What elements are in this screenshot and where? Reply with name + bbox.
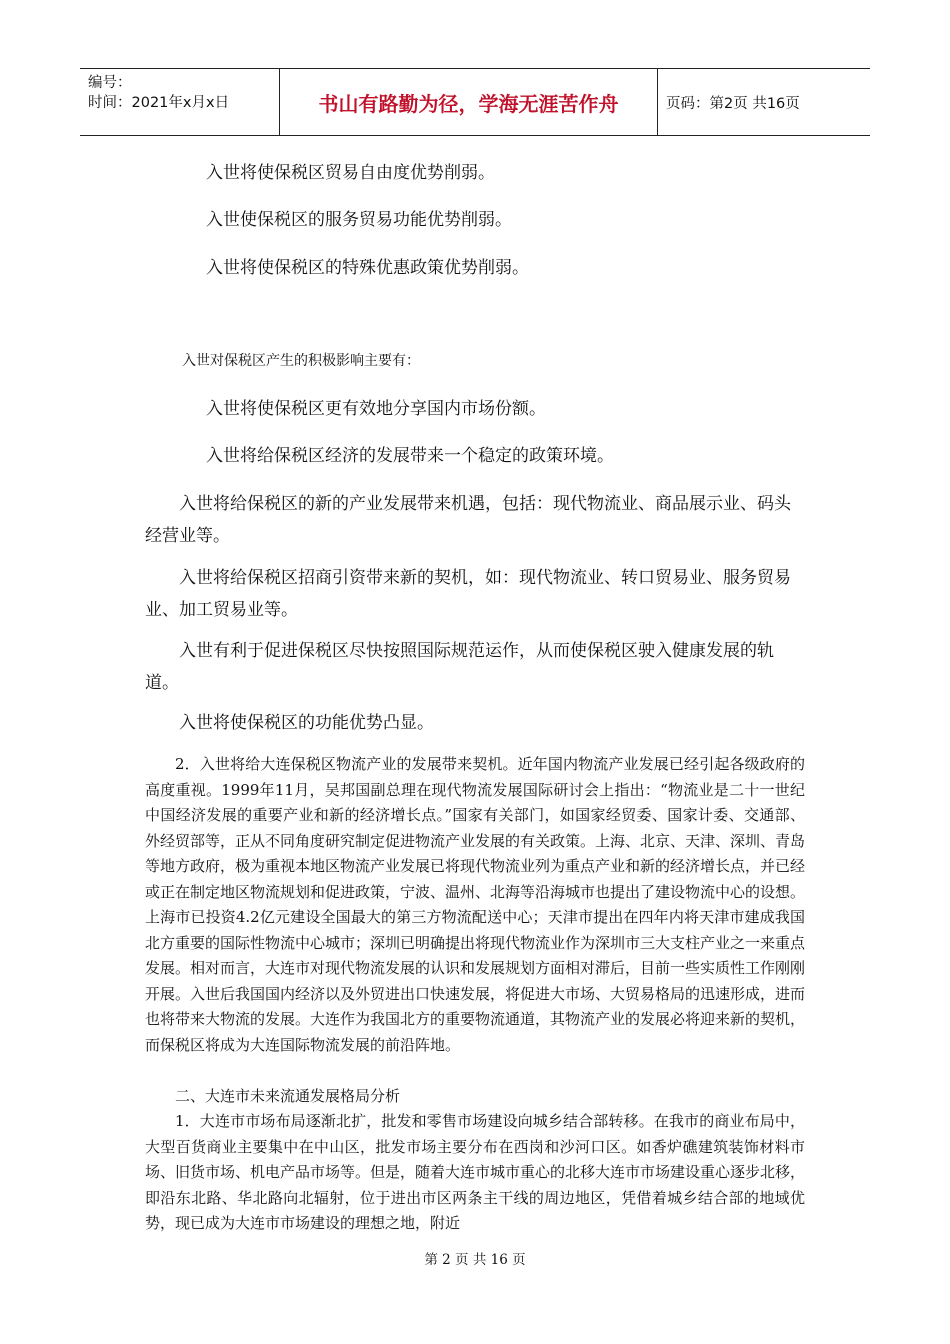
negative-item: 入世使保税区的服务贸易功能优势削弱。: [206, 210, 512, 230]
positive-item: 入世将使保税区更有效地分享国内市场份额。: [206, 399, 546, 419]
negative-item: 入世将使保税区的特殊优惠政策优势削弱。: [206, 258, 529, 278]
paragraph-market-layout: 1．大连市市场布局逐渐北扩，批发和零售市场建设向城乡结合部转移。在我市的商业布局中，大型百货商业主要集中在中山区，批发市场主要分布在西岗和沙河口区。如香炉礁建筑装饰材料市场、旧货市场、机电产品市场等。但是，随着大连市城市重心的北移大连市市场建设重心逐步北移，即沿东北路、华北路向北辐射，位于进出市区两条主干线的周边地区，凭借着城乡结合部的地域优势，现已成为大连市市场建设的理想之地，附近: [145, 1112, 806, 1232]
positive-item: 入世将给保税区经济的发展带来一个稳定的政策环境。: [206, 446, 614, 466]
page-footer: 第 2 页 共 16 页: [424, 1252, 526, 1268]
page-header: [80, 68, 870, 136]
header-page-label: 页码：第2页 共16页: [666, 95, 800, 112]
document-number-label: 编号：: [88, 75, 132, 91]
positive-item: 入世有利于促进保税区尽快按照国际规范运作，从而使保税区驶入健康发展的轨道。: [145, 641, 774, 693]
positives-heading: 入世对保税区产生的积极影响主要有：: [182, 353, 420, 369]
paragraph-logistics: 2．入世将给大连保税区物流产业的发展带来契机。近年国内物流产业发展已经引起各级政府的高度重视。1999年11月，吴邦国副总理在现代物流发展国际研讨会上指出：“物流业是二十一世纪中国经济发展的重要产业和新的经济增长点。”国家有关部门，如国家经贸委、国家计委、交通部、外经贸部等，正从不同角度研究制定促进物流产业发展的有关政策。上海、北京、天津、深圳、青岛等地方政府，极为重视本地区物流产业发展已将现代物流业列为重点产业和新的经济增长点，并已经或正在制定地区物流规划和促进政策，宁波、温州、北海等沿海城市也提出了建设物流中心的设想。上海市已投资4.2亿元建设全国最大的第三方物流配送中心；天津市提出在四年内将天津市建成我国北方重要的国际性物流中心城市；深圳已明确提出将现代物流业作为深圳市三大支柱产业之一来重点发展。相对而言，大连市对现代物流发展的认识和发展规划方面相对滞后，目前一些实质性工作刚刚开展。入世后我国国内经济以及外贸进出口快速发展，将促进大市场、大贸易格局的迅速形成，进而也将带来大物流的发展。大连作为我国北方的重要物流通道，其物流产业的发展必将迎来新的契机，而保税区将成为大连国际物流发展的前沿阵地。: [145, 755, 806, 1054]
positive-item: 入世将使保税区的功能优势凸显。: [179, 713, 434, 733]
positive-item: 入世将给保税区招商引资带来新的契机，如：现代物流业、转口贸易业、服务贸易业、加工贸易业等。: [145, 568, 791, 620]
negative-item: 入世将使保税区贸易自由度优势削弱。: [206, 163, 495, 183]
positive-item: 入世将给保税区的新的产业发展带来机遇，包括：现代物流业、商品展示业、码头经营业等。: [145, 494, 791, 546]
document-date-label: 时间：2021年x月x日: [88, 95, 230, 111]
section-heading: 二、大连市未来流通发展格局分析: [175, 1087, 401, 1105]
header-meta: [80, 69, 280, 135]
header-motto: 书山有路勤为径，学海无涯苦作舟: [280, 69, 658, 135]
